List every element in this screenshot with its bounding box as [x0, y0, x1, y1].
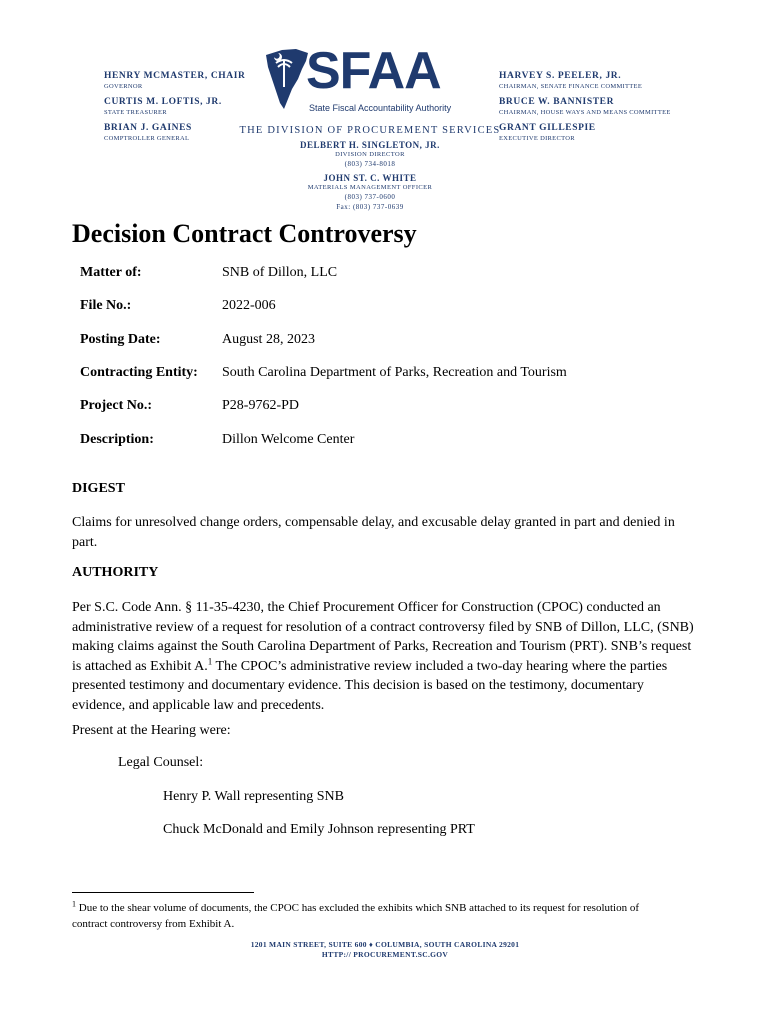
director-title: DIVISION DIRECTOR	[335, 151, 405, 158]
footnote	[72, 900, 672, 932]
field-value: South Carolina Department of Parks, Recreation and Tourism	[222, 365, 567, 380]
authority-text-part-2: The CPOC’s administrative review included a two-day hearing where the parties presented testimony and documentary evidence. This decision is based on the testimony, documentary evidence, and applicable law and precedents.	[72, 658, 668, 713]
digest-heading: DIGEST	[72, 481, 125, 496]
logo-subtitle: State Fiscal Accountability Authority	[309, 103, 452, 113]
letterhead-left-title-1: GOVERNOR	[104, 83, 143, 90]
letterhead-right-name-3: GRANT GILLESPIE	[499, 123, 596, 133]
digest-text: Claims for unresolved change orders, compensable delay, and excusable delay granted in part and denied in part.	[72, 515, 675, 550]
footer-url[interactable]: HTTP:// PROCUREMENT.SC.GOV	[321, 950, 449, 959]
field-label: Contracting Entity:	[80, 365, 198, 380]
officer-phone: (803) 737-0600	[344, 193, 396, 201]
field-label: Project No.:	[80, 398, 153, 413]
logo-wordmark: SFAA	[306, 42, 441, 100]
field-value: P28-9762-PD	[222, 398, 300, 413]
letterhead-right-title-2: CHAIRMAN, HOUSE WAYS AND MEANS COMMITTEE	[499, 109, 671, 116]
hearing-intro: Present at the Hearing were:	[72, 723, 231, 738]
field-label: Posting Date:	[80, 332, 161, 347]
officer-name: JOHN ST. C. WHITE	[323, 173, 417, 183]
field-label: Description:	[80, 432, 154, 447]
page-footer	[0, 940, 770, 960]
page-title: Decision Contract Controversy	[72, 219, 417, 248]
field-value: August 28, 2023	[222, 332, 315, 347]
director-name: DELBERT H. SINGLETON, JR.	[300, 140, 440, 150]
field-label: File No.:	[80, 298, 132, 313]
authority-text-part-1: Per S.C. Code Ann. § 11-35-4230, the Chief Procurement Officer for Construction (CPOC) conducted an administrative review of a request for resolution of a contract controversy filed by SNB of Dillon, LLC, (SNB) making claims against the South Carolina Department of Parks, Recreation and Tourism (PRT). SNB’s request is attached as Exhibit A.	[72, 600, 694, 674]
letterhead-right-column	[499, 71, 729, 149]
letterhead-right-title-1: CHAIRMAN, SENATE FINANCE COMMITTEE	[499, 83, 643, 90]
letterhead-left-name-2: CURTIS M. LOFTIS, JR.	[104, 97, 222, 107]
division-name: THE DIVISION OF PROCUREMENT SERVICES	[239, 125, 501, 136]
footnote-number: 1	[72, 899, 76, 909]
authority-heading: AUTHORITY	[72, 565, 159, 580]
field-value: 2022-006	[222, 298, 276, 313]
field-label: Matter of:	[80, 265, 142, 280]
officer-fax: Fax: (803) 737-0639	[336, 203, 404, 211]
footnote-text: Due to the shear volume of documents, the CPOC has excluded the exhibits which SNB attached to its request for resolution of contract controversy from Exhibit A.	[72, 902, 640, 930]
field-value: SNB of Dillon, LLC	[222, 265, 338, 280]
counsel-item: Henry P. Wall representing SNB	[163, 789, 344, 804]
legal-counsel-label: Legal Counsel:	[118, 755, 204, 770]
letterhead-right-name-2: BRUCE W. BANNISTER	[499, 97, 615, 107]
footnote-divider	[72, 892, 254, 893]
footer-address: 1201 MAIN STREET, SUITE 600 ♦ COLUMBIA, SOUTH CAROLINA 29201	[250, 940, 520, 949]
letterhead-right-name-1: HARVEY S. PEELER, JR.	[499, 71, 622, 81]
authority-text	[72, 598, 700, 715]
field-value: Dillon Welcome Center	[222, 432, 355, 447]
counsel-item: Chuck McDonald and Emily Johnson representing PRT	[163, 822, 475, 837]
letterhead-center-block	[230, 125, 510, 212]
letterhead-left-title-2: STATE TREASURER	[104, 109, 167, 116]
footnote-reference[interactable]: 1	[207, 655, 213, 666]
letterhead-left-title-3: COMPTROLLER GENERAL	[104, 135, 190, 142]
officer-title: MATERIALS MANAGEMENT OFFICER	[307, 184, 433, 191]
letterhead-right-title-3: EXECUTIVE DIRECTOR	[499, 135, 575, 142]
letterhead-left-name-3: BRIAN J. GAINES	[104, 123, 192, 133]
letterhead-left-name-1: HENRY MCMASTER, CHAIR	[104, 71, 246, 81]
south-carolina-state-shape	[266, 49, 308, 109]
director-phone: (803) 734-8018	[344, 160, 396, 168]
